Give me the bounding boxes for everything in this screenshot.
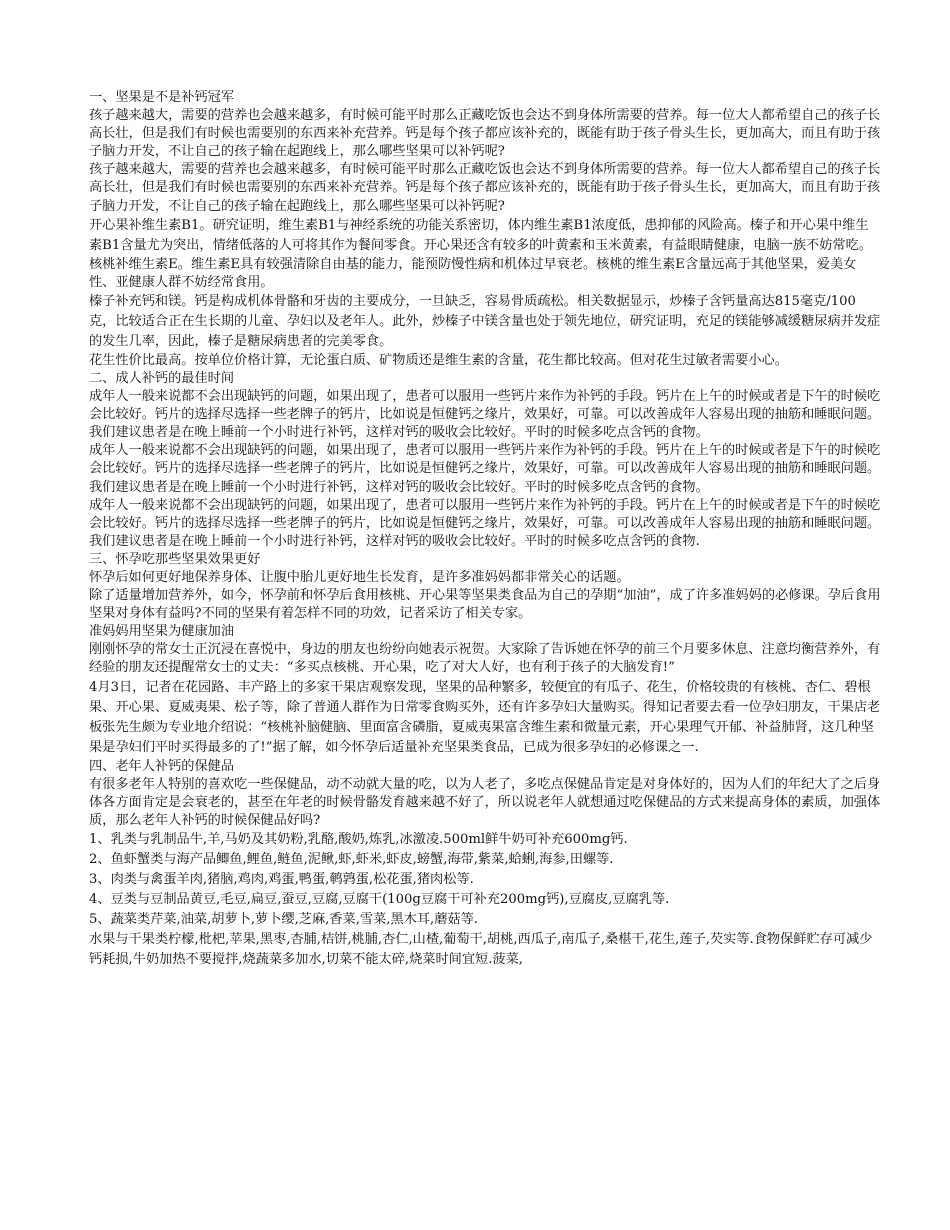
list-item: 5、蔬菜类芹菜,油菜,胡萝卜,萝卜缨,芝麻,香菜,雪菜,黑木耳,蘑菇等.	[89, 911, 478, 927]
list-item: 4、豆类与豆制品黄豆,毛豆,扁豆,蚕豆,豆腐,豆腐干(100g豆腐干可补充200mg钙),豆腐皮,豆腐乳等.	[89, 891, 670, 907]
paragraph: 怀孕后如何更好地保养身体、让腹中胎儿更好地生长发育，是许多准妈妈都非常关心的话题。	[89, 569, 630, 585]
subheading: 准妈妈用坚果为健康加油	[89, 624, 235, 640]
heading-3: 三、怀孕吃那些坚果效果更好	[89, 551, 261, 567]
heading-2: 二、成人补钙的最佳时间	[89, 370, 235, 386]
heading-4: 四、老年人补钙的保健品	[89, 758, 235, 774]
paragraph: 孩子越来越大，需要的营养也会越来越多，有时候可能平时那么正藏吃饭也会达不到身体所需要的营养。每一位大人都希望自己的孩子长高长壮，但是我们有时候也需要别的东西来补充营养。钙是每个孩子都应该补充的，既能有助于孩子骨头生长，更加高大，而且有助于孩子脑力开发，不让自己的孩子输在起跑线上，那么哪些坚果可以补钙呢?	[89, 108, 881, 160]
list-item: 1、乳类与乳制品牛,羊,马奶及其奶粉,乳酪,酸奶,炼乳,冰激凌.500ml鲜牛奶可补充600mg钙.	[89, 831, 628, 847]
paragraph: 榛子补充钙和镁。钙是构成机体骨骼和牙齿的主要成分，一旦缺乏，容易骨质疏松。相关数据显示，炒榛子含钙量高达815毫克/100克，比较适合正在生长期的儿童、孕妇以及老年人。此外，炒榛子中镁含量也处于领先地位，研究证明，充足的镁能够减缓糖尿病并发症的发生几率，因此，榛子是糖尿病患者的完美零食。	[89, 293, 881, 349]
paragraph: 4月3日，记者在花园路、丰产路上的多家干果店观察发现，坚果的品种繁多，较便宜的有瓜子、花生，价格较贵的有核桃、杏仁、碧根果、开心果、夏威夷果、松子等，除了普通人群作为日常零食购买外，还有许多孕妇大量购买。得知记者要去看一位孕妇朋友，干果店老板张先生颇为专业地介绍说：“核桃补脑健脑、里面富含磷脂，夏威夷果富含维生素和微量元素，开心果理气开郁、补益肺肾，这几种坚果是孕妇们平时买得最多的了!”据了解，如今怀孕后适量补充坚果类食品，已成为很多孕妇的必修课之一.	[89, 679, 881, 755]
paragraph: 孩子越来越大，需要的营养也会越来越多，有时候可能平时那么正藏吃饭也会达不到身体所需要的营养。每一位大人都希望自己的孩子长高长壮，但是我们有时候也需要别的东西来补充营养。钙是每个孩子都应该补充的，既能有助于孩子骨头生长，更加高大，而且有助于孩子脑力开发，不让自己的孩子输在起跑线上，那么哪些坚果可以补钙呢?	[89, 162, 881, 214]
paragraph: 除了适量增加营养外，如今，怀孕前和怀孕后食用核桃、开心果等坚果类食品为自己的孕期“加油”，成了许多准妈妈的必修课。孕后食用坚果对身体有益吗?不同的坚果有着怎样不同的功效，记者采访了相关专家。	[89, 588, 881, 622]
paragraph: 有很多老年人特别的喜欢吃一些保健品，动不动就大量的吃，以为人老了，多吃点保健品肯定是对身体好的，因为人们的年纪大了之后身体各方面肯定是会衰老的，甚至在年老的时候骨骼发育越来越不好了，所以说老年人就想通过吃保健品的方式来提高身体的素质，加强体质，那么老年人补钙的时候保健品好吗?	[89, 776, 881, 828]
paragraph: 开心果补维生素B1。研究证明，维生素B1与神经系统的功能关系密切，体内维生素B1浓度低，患抑郁的风险高。榛子和开心果中维生素B1含量尤为突出，情绪低落的人可将其作为餐间零食。开心果还含有较多的叶黄素和玉米黄素，有益眼睛健康，电脑一族不妨常吃。	[89, 217, 872, 253]
heading-1: 一、坚果是不是补钙冠军	[89, 90, 235, 105]
paragraph: 核桃补维生素E。维生素E具有较强清除自由基的能力，能预防慢性病和机体过早衰老。核桃的维生素E含量远高于其他坚果，爱美女性、亚健康人群不妨经常食用。	[89, 256, 857, 290]
paragraph: 水果与干果类柠檬,枇杷,苹果,黑枣,杏脯,桔饼,桃脯,杏仁,山楂,葡萄干,胡桃,西瓜子,南瓜子,桑椹干,花生,莲子,芡实等.食物保鲜贮存可减少钙耗损,牛奶加热不要搅拌,烧蔬菜多加水,切菜不能太碎,烧菜时间宜短.菠菜,	[89, 931, 873, 967]
document-body	[89, 89, 881, 970]
paragraph: 成年人一般来说都不会出现缺钙的问题，如果出现了，患者可以服用一些钙片来作为补钙的手段。钙片在上午的时候或者是下午的时候吃会比较好。钙片的选择尽选择一些老牌子的钙片，比如说是恒健钙之缘片，效果好，可靠。可以改善成年人容易出现的抽筋和睡眠问题。我们建议患者是在晚上睡前一个小时进行补钙，这样对钙的吸收会比较好。平时的时候多吃点含钙的食物。	[89, 389, 881, 441]
list-item: 2、鱼虾蟹类与海产品鲫鱼,鲤鱼,鲢鱼,泥鳅,虾,虾米,虾皮,螃蟹,海带,紫菜,蛤蜊,海参,田螺等.	[89, 851, 614, 867]
paragraph: 成年人一般来说都不会出现缺钙的问题，如果出现了，患者可以服用一些钙片来作为补钙的手段。钙片在上午的时候或者是下午的时候吃会比较好。钙片的选择尽选择一些老牌子的钙片，比如说是恒健钙之缘片，效果好，可靠。可以改善成年人容易出现的抽筋和睡眠问题。我们建议患者是在晚上睡前一个小时进行补钙，这样对钙的吸收会比较好。平时的时候多吃点含钙的食物.	[89, 497, 881, 549]
paragraph: 刚刚怀孕的常女士正沉浸在喜悦中，身边的朋友也纷纷向她表示祝贺。大家除了告诉她在怀孕的前三个月要多休息、注意均衡营养外，有经验的朋友还提醒常女士的丈夫：“多买点核桃、开心果，吃了对大人好，也有利于孩子的大脑发育!”	[89, 642, 881, 676]
list-item: 3、肉类与禽蛋羊肉,猪脑,鸡肉,鸡蛋,鸭蛋,鹌鹑蛋,松花蛋,猪肉松等.	[89, 871, 474, 887]
paragraph: 花生性价比最高。按单位价格计算，无论蛋白质、矿物质还是维生素的含量，花生都比较高。但对花生过敏者需要小心。	[89, 352, 788, 368]
paragraph: 成年人一般来说都不会出现缺钙的问题，如果出现了，患者可以服用一些钙片来作为补钙的手段。钙片在上午的时候或者是下午的时候吃会比较好。钙片的选择尽选择一些老牌子的钙片，比如说是恒健钙之缘片，效果好，可靠。可以改善成年人容易出现的抽筋和睡眠问题。我们建议患者是在晚上睡前一个小时进行补钙，这样对钙的吸收会比较好。平时的时候多吃点含钙的食物。	[89, 443, 881, 495]
